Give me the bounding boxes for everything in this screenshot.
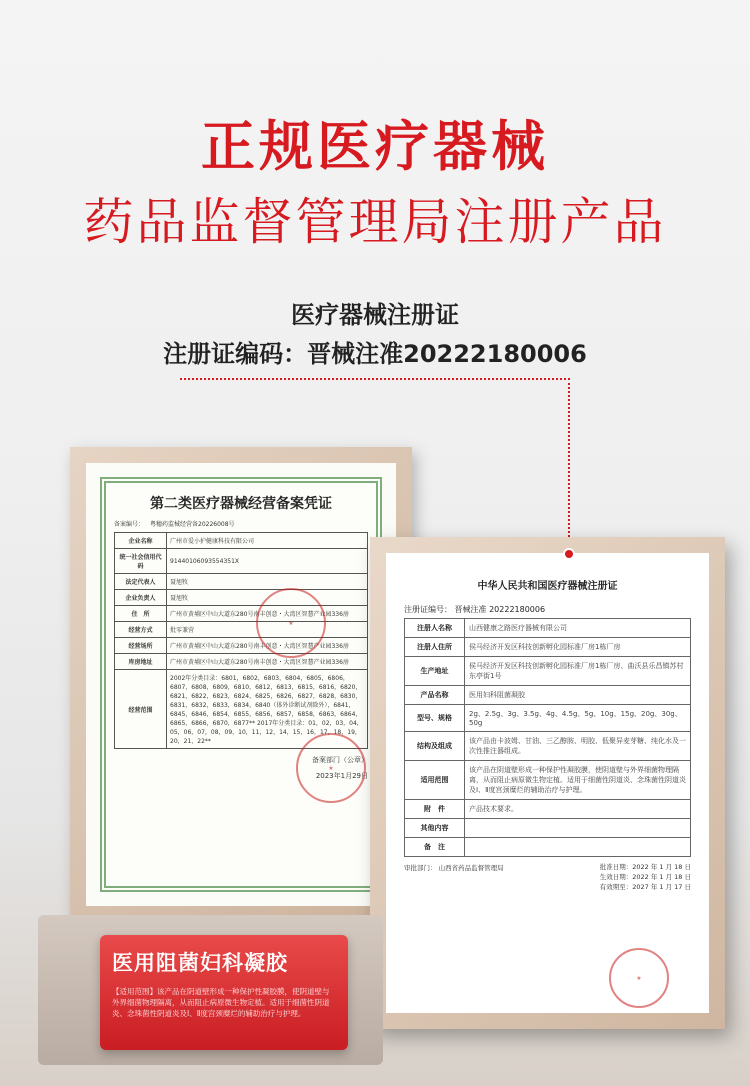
product-card-desc: 【适用范围】该产品在阴道壁形成一种保护性凝胶膜，使阴道壁与外界细菌物理隔离，从而阻止病原微生物定植。适用于细菌性阴道炎、念珠菌性阴道炎及Ⅰ、Ⅱ度宫颈糜烂的辅助治疗与护理。 xyxy=(112,987,330,1018)
row-value: 广州市黄埔区中山大道东280号南丰创意・大湾区智慧产业园336房 xyxy=(167,638,368,654)
table-row xyxy=(405,819,691,838)
right-cert-title: 中华人民共和国医疗器械注册证 xyxy=(477,581,618,592)
official-seal: ★ xyxy=(256,588,326,658)
row-value: 该产品在阴道壁形成一种保护性凝胶膜，使阴道壁与外界细菌物理隔离，从而阻止病原微生物定植。适用于细菌性阴道炎、念珠菌性阴道炎及Ⅰ、Ⅱ度宫颈糜烂的辅助治疗与护理。 xyxy=(465,761,691,800)
row-key: 生产地址 xyxy=(405,657,465,686)
product-card-title: 医用阻菌妇科凝胶 xyxy=(112,951,288,975)
row-key: 住 所 xyxy=(115,606,167,622)
table-row xyxy=(405,705,691,732)
row-key: 适用范围 xyxy=(405,761,465,800)
table-row xyxy=(115,590,368,606)
date-row xyxy=(600,863,691,873)
row-key: 型号、规格 xyxy=(405,705,465,732)
official-seal-3: ★ xyxy=(609,948,669,1008)
cert-dates xyxy=(600,863,691,892)
right-cert-code xyxy=(404,604,691,615)
date-label: 批准日期： xyxy=(599,863,633,871)
table-row xyxy=(115,549,368,574)
row-value: 聂旭牧 xyxy=(167,590,368,606)
table-row xyxy=(405,838,691,857)
row-key: 库房地址 xyxy=(115,654,167,670)
row-key: 企业负责人 xyxy=(115,590,167,606)
left-cert-record-no xyxy=(114,519,368,528)
row-value: 山西健康之路医疗器械有限公司 xyxy=(465,619,691,638)
product-card xyxy=(100,935,348,1050)
row-value: 广州市黄埔区中山大道东280号南丰创意・大湾区智慧产业园336房 xyxy=(167,654,368,670)
date-label: 有效期至： xyxy=(599,882,633,891)
table-row xyxy=(405,732,691,761)
row-key: 企业名称 xyxy=(115,533,167,549)
row-key: 经营场所 xyxy=(115,638,167,654)
left-certificate-frame xyxy=(70,447,412,922)
right-certificate xyxy=(386,553,709,1013)
row-value xyxy=(465,819,691,838)
right-cert-code-value: 晋械注准 20222180006 xyxy=(454,605,546,614)
table-row xyxy=(405,761,691,800)
date-label: 生效日期： xyxy=(599,872,633,881)
hero-subtitle: 药品监督管理局注册产品 xyxy=(83,193,667,251)
row-value: 产品技术要求。 xyxy=(465,800,691,819)
row-key: 产品名称 xyxy=(405,686,465,705)
row-value: 91440106093554351X xyxy=(167,549,368,574)
right-certificate-frame xyxy=(370,537,725,1029)
row-value: 2002年分类目录：6801，6802，6803，6804，6805，6806，6807，6808，6809，6810，6812，6813，6815，6816，6820，6821，6822，6823，6824，6825，6826，6827，6828，6830，6831，6832，6833，6834，6840（体外诊断试剂除外），6841，6845，6846，6854，6855，6856，6857，6858，6863，6864，6865，6866，6870，6877** 2017年分类目录：01，02，03，04，05，06，07，08，09，10，11，12，14，15，16，17，18，19，20，21，22** xyxy=(167,670,368,749)
row-value: 侯马经济开发区科技创新孵化园标准厂房1栋厂房 xyxy=(465,638,691,657)
row-key: 经营方式 xyxy=(115,622,167,638)
table-row xyxy=(115,654,368,670)
row-key: 统一社会信用代码 xyxy=(115,549,167,574)
approver-label: 审批部门： xyxy=(404,864,437,872)
row-value xyxy=(465,838,691,857)
table-row xyxy=(405,686,691,705)
date-row xyxy=(600,883,691,893)
table-row xyxy=(405,619,691,638)
row-value: 医用妇科阻菌凝胶 xyxy=(465,686,691,705)
official-seal-2: ★ xyxy=(296,733,366,803)
row-key: 法定代表人 xyxy=(115,574,167,590)
left-cert-table xyxy=(114,532,368,749)
row-key: 注册人名称 xyxy=(405,619,465,638)
left-certificate xyxy=(100,477,382,892)
row-value: 聂旭牧 xyxy=(167,574,368,590)
row-key: 备 注 xyxy=(405,838,465,857)
date-value: 2022 年 1 月 18 日 xyxy=(632,863,691,871)
hero-title: 正规医疗器械 xyxy=(201,115,549,178)
row-value: 侯马经济开发区科技创新孵化园标准厂房1栋厂房、曲沃县乐昌镇苏村东亭街1号 xyxy=(465,657,691,686)
table-row xyxy=(115,606,368,622)
record-no-value: 粤穗药监械经营备20226008号 xyxy=(150,521,235,528)
date-row xyxy=(600,873,691,883)
table-row xyxy=(405,800,691,819)
row-value: 批零兼营 xyxy=(167,622,368,638)
right-cert-code-label: 注册证编号： xyxy=(404,605,452,614)
left-cert-title: 第二类医疗器械经营备案凭证 xyxy=(150,496,332,512)
table-row xyxy=(115,622,368,638)
approver-value: 山西省药品监督管理局 xyxy=(438,864,504,872)
pointer-line-vertical xyxy=(568,378,570,553)
table-row xyxy=(115,533,368,549)
table-row xyxy=(405,657,691,686)
cert-code: 注册证编码：晋械注准20222180006 xyxy=(163,340,587,368)
date-value: 2022 年 1 月 18 日 xyxy=(632,872,691,881)
left-cert-dept: 备案部门（公章） xyxy=(312,756,368,764)
table-row xyxy=(405,638,691,657)
row-key: 注册人住所 xyxy=(405,638,465,657)
cert-name: 医疗器械注册证 xyxy=(291,301,459,329)
date-value: 2027 年 1 月 17 日 xyxy=(632,882,691,891)
row-value: 2g、2.5g、3g、3.5g、4g、4.5g、5g、10g、15g、20g、30g、50g xyxy=(465,705,691,732)
right-cert-table xyxy=(404,618,691,857)
table-row xyxy=(115,574,368,590)
record-no-label: 备案编号： xyxy=(114,521,145,528)
row-value: 广州市黄埔区中山大道东280号南丰创意・大湾区智慧产业园336房 xyxy=(167,606,368,622)
pointer-line xyxy=(180,378,570,380)
row-value: 该产品由卡波姆、甘油、三乙醇胺、明胶、低聚异麦芽糖、纯化水及一次性推注器组成。 xyxy=(465,732,691,761)
table-row xyxy=(115,638,368,654)
pointer-dot xyxy=(563,548,575,560)
row-value: 广州市爱小护健康科技有限公司 xyxy=(167,533,368,549)
left-cert-date: 2023年1月29日 xyxy=(315,772,368,780)
row-key: 经营范围 xyxy=(115,670,167,749)
row-key: 结构及组成 xyxy=(405,732,465,761)
row-key: 附 件 xyxy=(405,800,465,819)
right-cert-footer xyxy=(404,863,691,892)
row-key: 其他内容 xyxy=(405,819,465,838)
approver xyxy=(404,863,504,892)
